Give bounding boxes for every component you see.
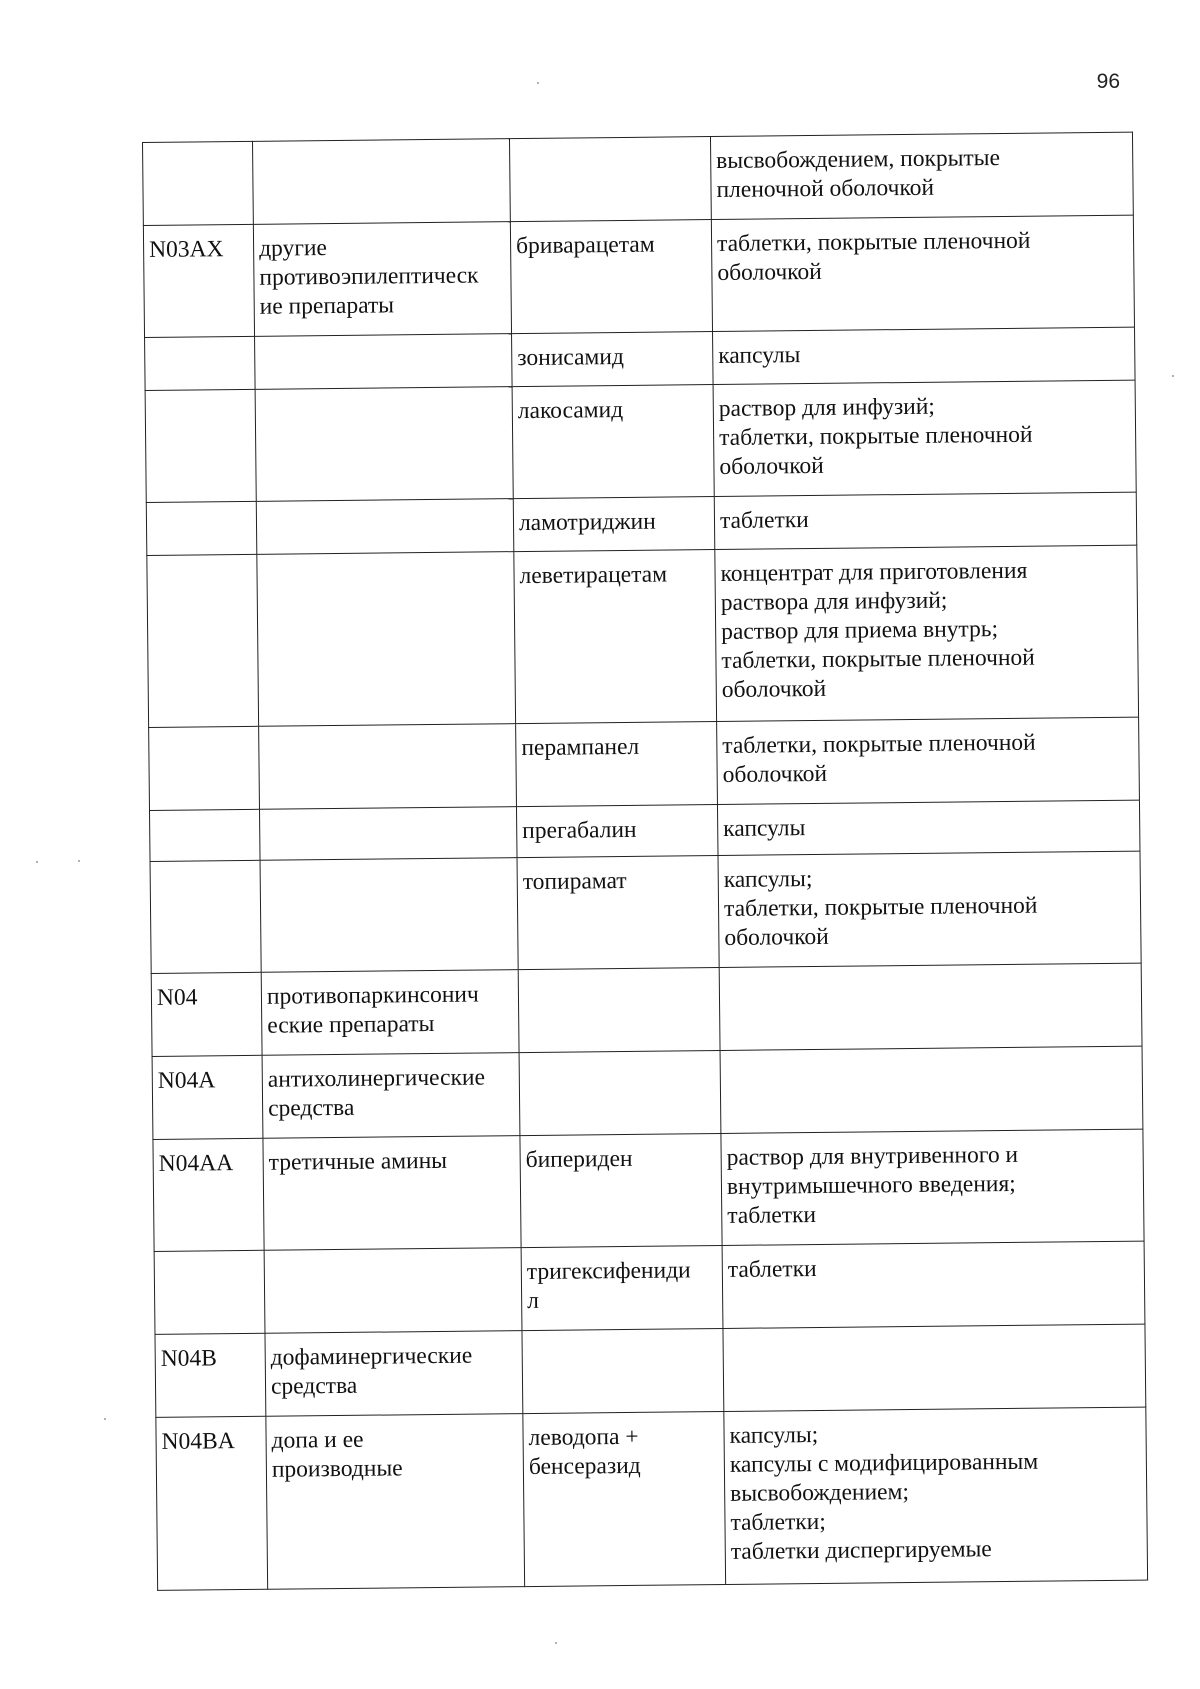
- medication-table-body: [143, 132, 1148, 1590]
- table-row: [143, 132, 1134, 225]
- scan-speck: [104, 1418, 106, 1420]
- atc-code-cell: [146, 501, 257, 555]
- drug-name-cell: леводопа + бенсеразид: [523, 1411, 726, 1586]
- scan-speck: [537, 82, 539, 84]
- atc-code-cell: N04A: [152, 1055, 263, 1139]
- dosage-form-cell: таблетки, покрытые пленочной оболочкой: [711, 215, 1134, 331]
- scan-speck: [555, 1642, 557, 1644]
- table-row: [156, 1407, 1148, 1590]
- pharmacological-group-cell: [259, 807, 517, 861]
- dosage-form-cell: капсулы; таблетки, покрытые пленочной оболочкой: [718, 851, 1141, 967]
- dosage-form-cell: концентрат для приготовления раствора для инфузий; раствор для приема внутрь; таблетки, покрытые пленочной оболочкой: [715, 545, 1139, 721]
- drug-name-cell: бипериден: [520, 1133, 722, 1247]
- drug-name-cell: топирамат: [517, 856, 719, 970]
- pharmacological-group-cell: другие противоэпилептическ ие препараты: [253, 222, 511, 337]
- atc-code-cell: [150, 809, 261, 861]
- atc-code-cell: [150, 860, 261, 973]
- atc-code-cell: [145, 336, 256, 390]
- drug-name-cell: леветирацетам: [514, 550, 717, 724]
- pharmacological-group-cell: [256, 499, 514, 555]
- pharmacological-group-cell: антихолинергические средства: [262, 1053, 520, 1139]
- atc-code-cell: N04: [151, 972, 262, 1056]
- pharmacological-group-cell: [259, 724, 517, 810]
- drug-name-cell: [509, 137, 711, 222]
- dosage-form-cell: таблетки: [714, 492, 1137, 549]
- pharmacological-group-cell: допа и ее производные: [266, 1414, 525, 1590]
- pharmacological-group-cell: [257, 552, 516, 727]
- atc-code-cell: [147, 554, 259, 727]
- pharmacological-group-cell: [260, 858, 518, 973]
- pharmacological-group-cell: дофаминергические средства: [265, 1331, 523, 1417]
- page-number: 96: [1096, 70, 1120, 93]
- table-row: [145, 380, 1136, 502]
- table-row: [153, 1129, 1144, 1251]
- atc-code-cell: N04BA: [156, 1416, 268, 1590]
- drug-name-cell: бриварацетам: [510, 220, 712, 334]
- atc-code-cell: N03AX: [143, 224, 254, 337]
- drug-name-cell: прегабалин: [516, 805, 718, 858]
- table-row: [155, 1324, 1146, 1417]
- dosage-form-cell: капсулы; капсулы с модифицированным высвобождением; таблетки; таблетки диспергируемые: [724, 1407, 1148, 1584]
- atc-code-cell: N04AA: [153, 1138, 264, 1251]
- table-row: [151, 963, 1142, 1056]
- atc-code-cell: N04B: [155, 1333, 266, 1417]
- medication-table: [142, 132, 1148, 1591]
- atc-code-cell: [145, 389, 256, 502]
- dosage-form-cell: раствор для внутривенного и внутримышечного введения; таблетки: [721, 1129, 1144, 1245]
- dosage-form-cell: таблетки: [722, 1241, 1145, 1328]
- dosage-form-cell: таблетки, покрытые пленочной оболочкой: [717, 717, 1140, 804]
- dosage-form-cell: высвобождением, покрытые пленочной оболочкой: [710, 132, 1133, 219]
- dosage-form-cell: капсулы: [713, 327, 1136, 384]
- atc-code-cell: [154, 1250, 265, 1334]
- pharmacological-group-cell: [255, 334, 513, 390]
- dosage-form-cell: [719, 963, 1142, 1050]
- table-row: [152, 1046, 1143, 1139]
- pharmacological-group-cell: противопаркинсонич еские препараты: [261, 970, 519, 1056]
- pharmacological-group-cell: [255, 387, 513, 502]
- drug-name-cell: лакосамид: [512, 385, 714, 499]
- drug-name-cell: тригексифениди л: [521, 1245, 723, 1330]
- table-row: [149, 717, 1140, 810]
- dosage-form-cell: [723, 1324, 1146, 1411]
- dosage-form-cell: раствор для инфузий; таблетки, покрытые пленочной оболочкой: [713, 380, 1136, 496]
- scan-speck: [36, 861, 38, 863]
- pharmacological-group-cell: [252, 139, 510, 225]
- table-row: [147, 545, 1139, 727]
- atc-code-cell: [143, 141, 254, 225]
- drug-name-cell: [518, 968, 720, 1053]
- table-row: [143, 215, 1134, 337]
- atc-code-cell: [149, 726, 260, 810]
- scan-speck: [1172, 375, 1174, 377]
- drug-name-cell: [519, 1050, 721, 1135]
- drug-name-cell: ламотриджин: [513, 497, 715, 552]
- pharmacological-group-cell: [264, 1248, 522, 1334]
- scan-speck: [78, 860, 80, 862]
- drug-name-cell: [522, 1328, 724, 1413]
- drug-name-cell: перампанел: [516, 722, 718, 807]
- dosage-form-cell: капсулы: [717, 800, 1140, 855]
- table-row: [154, 1241, 1145, 1334]
- dosage-form-cell: [720, 1046, 1143, 1133]
- table-row: [150, 851, 1141, 973]
- pharmacological-group-cell: третичные амины: [263, 1136, 521, 1251]
- drug-name-cell: зонисамид: [512, 332, 714, 387]
